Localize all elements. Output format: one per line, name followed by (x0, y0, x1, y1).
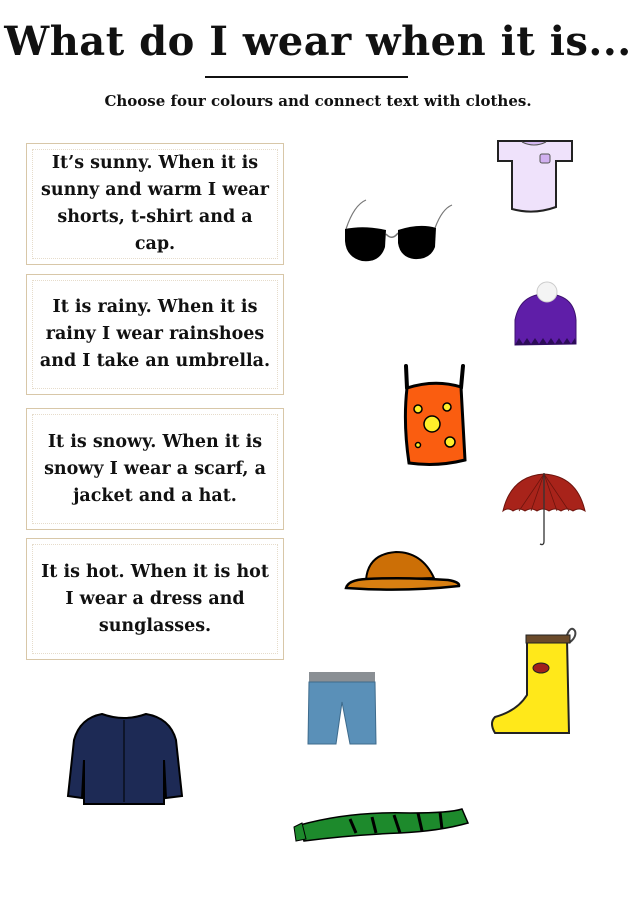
text-box-sunny[interactable] (26, 143, 284, 265)
cap-icon[interactable] (344, 550, 462, 592)
text-box-snowy[interactable] (26, 408, 284, 530)
title-underline (205, 76, 408, 78)
sunglasses-icon[interactable] (344, 197, 456, 265)
page-title: What do I wear when it is... (4, 18, 632, 65)
sweater-icon[interactable] (66, 710, 184, 808)
shorts-icon[interactable] (306, 670, 378, 748)
umbrella-icon[interactable] (501, 471, 587, 547)
text-box-text: It is snowy. When it is snowy I wear a scarf, a jacket and a hat. (32, 414, 278, 524)
scarf-icon[interactable] (290, 803, 472, 847)
beanie-hat-icon[interactable] (512, 280, 580, 348)
text-box-text: It is rainy. When it is rainy I wear rainshoes and I take an umbrella. (32, 280, 278, 389)
text-box-hot[interactable] (26, 538, 284, 660)
text-box-text: It is hot. When it is hot I wear a dress and sunglasses. (32, 544, 278, 654)
t-shirt-icon[interactable] (496, 139, 574, 214)
rain-boot-icon[interactable] (489, 623, 583, 738)
dress-icon[interactable] (401, 363, 469, 471)
text-box-text: It’s sunny. When it is sunny and warm I wear shorts, t-shirt and a cap. (32, 149, 278, 259)
text-box-rainy[interactable] (26, 274, 284, 395)
instructions: Choose four colours and connect text with clothes. (104, 92, 532, 110)
